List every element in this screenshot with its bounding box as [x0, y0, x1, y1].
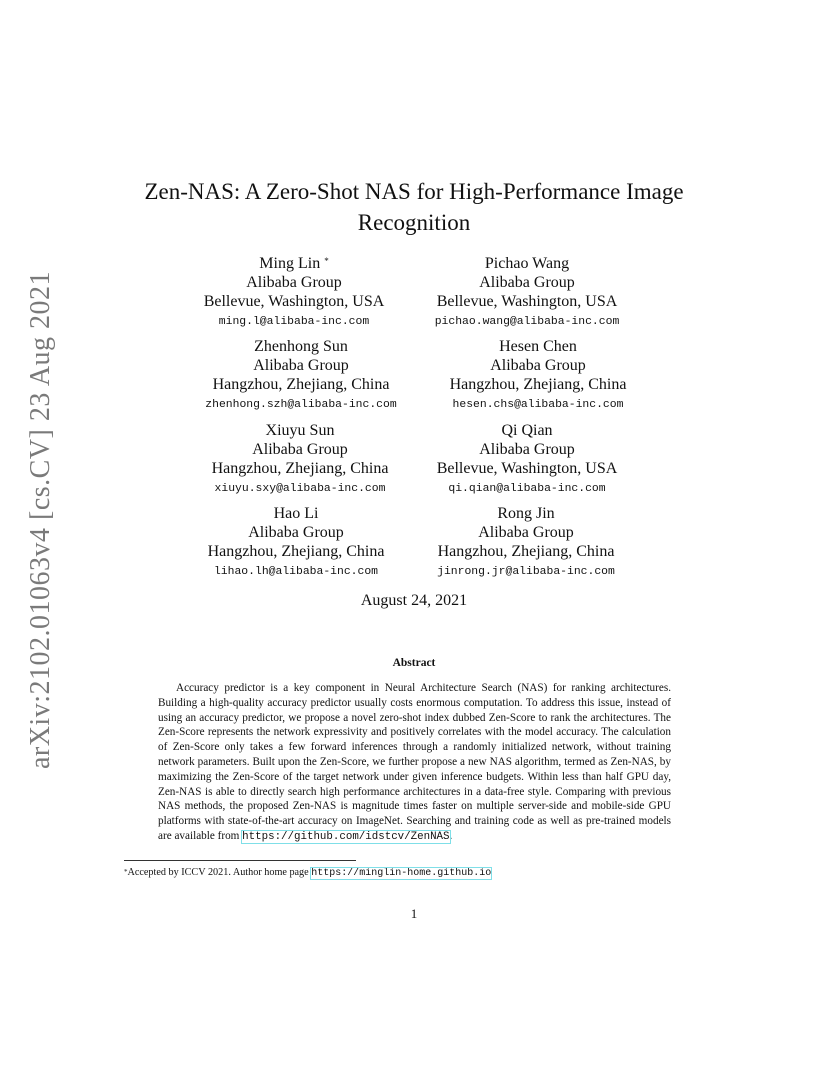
- author-name: Rong Jin: [497, 505, 555, 522]
- author-name: Hao Li: [273, 505, 319, 522]
- author-name: Pichao Wang: [484, 255, 570, 272]
- author-email: zhenhong.szh@alibaba-inc.com: [205, 399, 397, 411]
- author-name: Ming Lin *: [259, 255, 329, 272]
- author-email: qi.qian@alibaba-inc.com: [448, 483, 606, 495]
- author-email: pichao.wang@alibaba-inc.com: [434, 316, 620, 328]
- author-block: [170, 421, 430, 496]
- author-affiliation: Alibaba Group: [478, 524, 574, 541]
- author-affiliation: Alibaba Group: [479, 274, 575, 291]
- abstract-text: [158, 681, 671, 845]
- arxiv-identifier: arXiv:2102.01063v4 [cs.CV] 23 Aug 2021: [25, 270, 57, 770]
- author-block: [408, 337, 668, 412]
- author-block: [171, 337, 431, 412]
- author-email: jinrong.jr@alibaba-inc.com: [437, 566, 615, 578]
- author-location: Bellevue, Washington, USA: [436, 460, 618, 477]
- author-affiliation: Alibaba Group: [248, 524, 344, 541]
- footnote-rule: [124, 860, 356, 861]
- author-block: [396, 504, 656, 579]
- author-name: Zhenhong Sun: [254, 338, 348, 355]
- author-email: xiuyu.sxy@alibaba-inc.com: [214, 483, 386, 495]
- author-affiliation: Alibaba Group: [490, 357, 586, 374]
- author-block: [397, 421, 657, 496]
- author-block: [397, 254, 657, 329]
- abstract-body-text: Accuracy predictor is a key component in Neural Architecture Search (NAS) for ranking architectures. Building a high-quality accuracy predictor usually costs enormous computation. To address this issue, instead of using an accuracy predictor, we propose a novel zero-shot index dubbed Zen-Score to rank the architectures. The Zen-Score represents the network expressivity and positively correlates with the model accuracy. The calculation of Zen-Score only takes a few forward inferences through a randomly initialized network, without training network parameters. Built upon the Zen-Score, we further propose a new NAS algorithm, termed as Zen-NAS, by maximizing the Zen-Score of the target network under given inference budgets. Within less than half GPU day, Zen-NAS is able to directly search high performance architectures in a data-free style. Comparing with previous NAS methods, the proposed Zen-NAS is magnitude times faster on multiple server-side and mobile-side GPU platforms with state-of-the-art accuracy on ImageNet. Searching and training code as well as pre-trained models are available from: [158, 682, 671, 842]
- author-name: Hesen Chen: [499, 338, 577, 355]
- author-affiliation: Alibaba Group: [253, 357, 349, 374]
- paper-title-line-2: Recognition: [357, 210, 471, 235]
- author-name: Qi Qian: [501, 422, 553, 439]
- author-email: hesen.chs@alibaba-inc.com: [452, 399, 624, 411]
- author-affiliation: Alibaba Group: [479, 441, 575, 458]
- author-email: lihao.lh@alibaba-inc.com: [213, 566, 379, 578]
- author-location: Hangzhou, Zhejiang, China: [449, 376, 627, 393]
- author-location: Bellevue, Washington, USA: [203, 293, 385, 310]
- author-location: Hangzhou, Zhejiang, China: [212, 376, 390, 393]
- page-number: 1: [410, 906, 418, 921]
- author-location: Hangzhou, Zhejiang, China: [211, 460, 389, 477]
- footnote-marker: *: [124, 868, 128, 876]
- author-block: [164, 254, 424, 329]
- publication-date: August 24, 2021: [360, 592, 468, 609]
- author-location: Hangzhou, Zhejiang, China: [437, 543, 615, 560]
- author-affiliation: Alibaba Group: [246, 274, 342, 291]
- author-homepage-link[interactable]: https://minglin-home.github.io: [311, 868, 492, 879]
- author-name: Xiuyu Sun: [265, 422, 335, 439]
- footnote-text: Accepted by ICCV 2021. Author home page: [127, 867, 312, 878]
- author-location: Bellevue, Washington, USA: [436, 293, 618, 310]
- author-affiliation: Alibaba Group: [252, 441, 348, 458]
- paper-title-line-1: Zen-NAS: A Zero-Shot NAS for High-Performance Image: [144, 179, 684, 204]
- author-block: [166, 504, 426, 579]
- footnote: [124, 866, 724, 880]
- abstract-heading: Abstract: [392, 657, 436, 669]
- code-repository-link[interactable]: https://github.com/idstcv/ZenNAS: [242, 830, 450, 843]
- author-email: ming.l@alibaba-inc.com: [218, 316, 370, 328]
- arxiv-sidebar: [19, 270, 63, 770]
- author-location: Hangzhou, Zhejiang, China: [207, 543, 385, 560]
- footnote-marker: *: [324, 256, 329, 266]
- abstract-period: .: [449, 829, 453, 842]
- paper-title: [124, 176, 704, 238]
